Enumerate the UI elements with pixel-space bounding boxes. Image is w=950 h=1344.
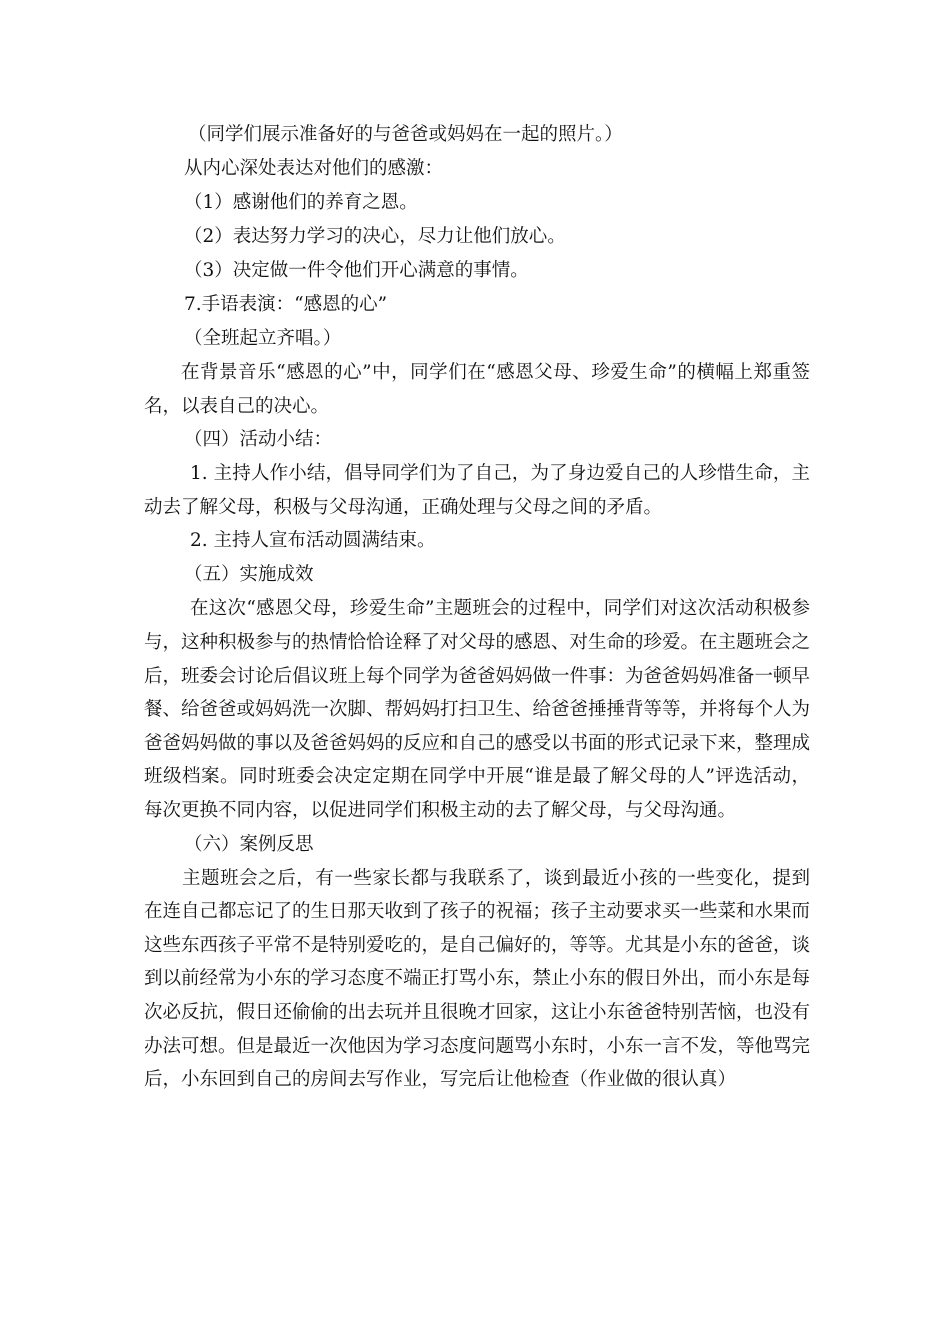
signature-paragraph: 在背景音乐“感恩的心”中，同学们在“感恩父母、珍爱生命”的横幅上郑重签名，以表自己的决心。: [144, 362, 810, 417]
summary-item: 1. 主持人作小结，倡导同学们为了自己，为了身边爱自己的人珍惜生命，主动去了解父母，积极与父母沟通，正确处理与父母之间的矛盾。: [144, 463, 810, 518]
effect-paragraph: 在这次“感恩父母，珍爱生命”主题班会的过程中，同学们对这次活动积极参与，这种积极参与的热情恰恰诠释了对父母的感恩、对生命的珍爱。在主题班会之后，班委会讨论后倡议班上每个同学为爸爸妈妈做一件事：为爸爸妈妈准备一顿早餐、给爸爸或妈妈洗一次脚、帮妈妈打扫卫生、给爸爸捶捶背等等，并将每个人为爸爸妈妈做的事以及爸爸妈妈的反应和自己的感受以书面的形式记录下来，整理成班级档案。同时班委会决定定期在同学中开展“谁是最了解父母的人”评选活动，每次更换不同内容，以促进同学们积极主动的去了解父母，与父母沟通。: [144, 598, 811, 821]
summary-item: 2. 主持人宣布活动圆满结束。: [190, 530, 436, 552]
reflection-paragraph: 主题班会之后，有一些家长都与我联系了，谈到最近小孩的一些变化，提到在连自己都忘记了的生日那天收到了孩子的祝福；孩子主动要求买一些菜和水果而这些东西孩子平常不是特别爱吃的，是自己偏好的，等等。尤其是小东的爸爸，谈到以前经常为小东的学习态度不端正打骂小东，禁止小东的假日外出，而小东是每次必反抗，假日还偷偷的出去玩并且很晚才回家，这让小东爸爸特别苦恼，也没有办法可想。但是最近一次他因为学习态度问题骂小东时，小东一言不发，等他骂完后，小东回到自己的房间去写作业，写完后让他检查（作业做的很认真）: [144, 867, 811, 1091]
photo-note: （同学们展示准备好的与爸爸或妈妈在一起的照片。）: [188, 124, 623, 145]
section-heading-reflection: （六）案例反思: [184, 833, 314, 855]
sign-language-heading: 7.手语表演：“感恩的心”: [184, 294, 388, 315]
list-item: （2）表达努力学习的决心，尽力让他们放心。: [184, 226, 566, 247]
section-heading-summary: （四）活动小结：: [184, 429, 333, 451]
section-heading-effect: （五）实施成效: [184, 564, 314, 586]
list-item: （3）决定做一件令他们开心满意的事情。: [184, 260, 529, 281]
document-page: [144, 118, 810, 1097]
list-item: （1）感谢他们的养育之恩。: [184, 192, 418, 213]
sing-note: （全班起立齐唱。）: [184, 328, 342, 349]
gratitude-intro: 从内心深处表达对他们的感激：: [184, 158, 444, 179]
